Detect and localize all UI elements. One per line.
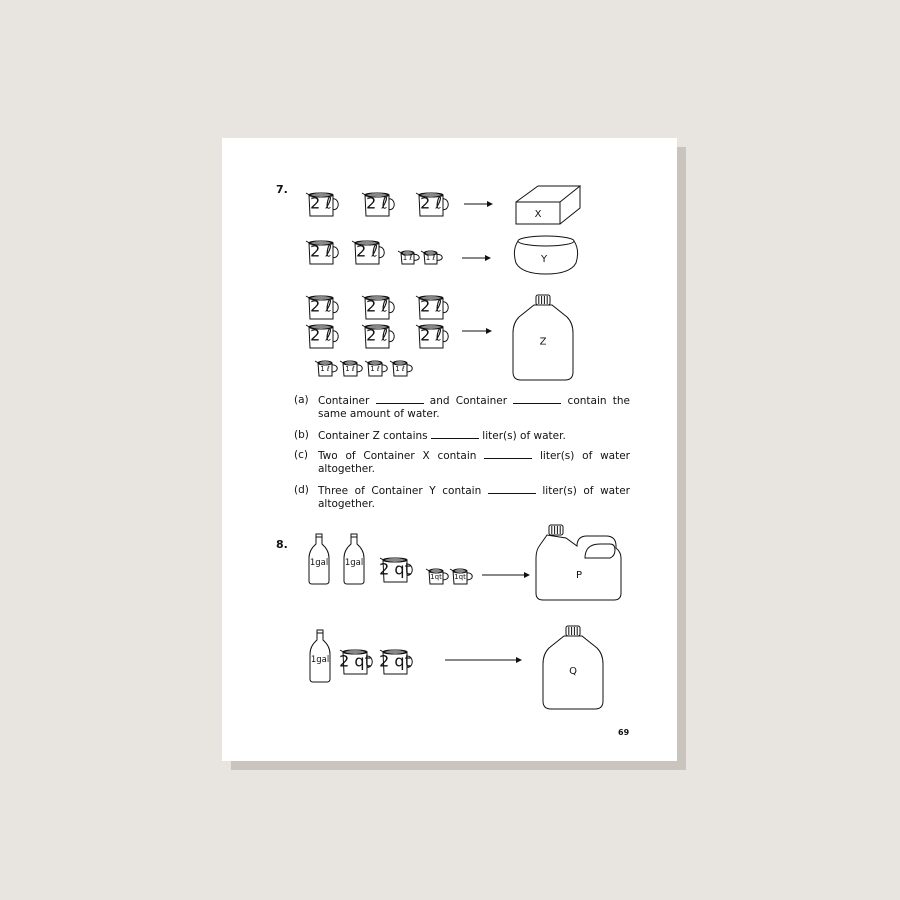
answer-blank[interactable] <box>431 429 479 439</box>
jug-2l <box>306 193 338 216</box>
jug-label: 2 ℓ <box>310 325 332 345</box>
q7-part-a-label: (a) <box>294 394 309 406</box>
jug-label: 2 qt <box>379 651 411 671</box>
container-label: P <box>575 570 583 581</box>
jug-2l <box>362 296 394 319</box>
container-x-box <box>516 186 580 224</box>
jug-1l <box>365 361 387 376</box>
answer-blank[interactable] <box>376 394 424 404</box>
jug-label: 2 ℓ <box>310 193 332 213</box>
container-label: Y <box>540 254 548 265</box>
jug-2qt <box>339 650 372 674</box>
jug-label: 2 ℓ <box>420 193 442 213</box>
q7-part-d <box>294 484 630 511</box>
jug-2l <box>306 241 338 264</box>
jug-2l <box>362 325 394 348</box>
answer-blank[interactable] <box>484 449 532 459</box>
jug-2l <box>416 193 448 216</box>
q7-part-c-label: (c) <box>294 449 308 461</box>
q7-part-b <box>294 429 630 443</box>
worksheet-page <box>222 138 677 761</box>
q7-part-c-text: Two of Container X contain liter(s) of water altogether. <box>318 450 630 475</box>
bottle-label: 1gal <box>310 655 330 666</box>
jug-label: 2 ℓ <box>310 241 332 261</box>
jug-1l <box>340 361 362 376</box>
jug-label: 2 qt <box>379 559 411 579</box>
jug-1qt <box>450 569 472 584</box>
jug-label: 1 ℓ <box>320 365 330 374</box>
jug-label: 2 qt <box>339 651 371 671</box>
container-p-jug <box>536 525 621 600</box>
jug-label: 2 ℓ <box>366 193 388 213</box>
q7-part-d-text: Three of Container Y contain liter(s) of water altogether. <box>318 485 630 510</box>
container-z-jug <box>513 295 573 380</box>
container-label: Z <box>539 336 547 348</box>
q7-part-b-text: Container Z contains liter(s) of water. <box>318 430 566 442</box>
jug-1l <box>315 361 337 376</box>
bottle-1gal <box>309 534 329 584</box>
q7-part-d-label: (d) <box>294 484 309 496</box>
q7-part-c <box>294 449 630 476</box>
q7-part-a-text: Container and Container contain the same amount of water. <box>318 395 630 420</box>
q7-part-a <box>294 394 630 421</box>
jug-1l <box>398 251 419 264</box>
jug-2qt <box>379 650 412 674</box>
jug-2qt <box>379 558 412 582</box>
container-q-jug <box>543 626 603 709</box>
answer-blank[interactable] <box>513 394 561 404</box>
container-y-bowl <box>514 236 577 274</box>
jug-2l <box>416 325 448 348</box>
jug-2l <box>352 241 384 264</box>
bottle-label: 1gal <box>344 558 364 568</box>
jug-label: 1 ℓ <box>425 253 436 262</box>
jug-label: 2 ℓ <box>366 325 388 345</box>
question-7-number: 7. <box>276 183 288 196</box>
jug-1qt <box>426 569 448 584</box>
question-8-number: 8. <box>276 538 288 551</box>
jug-2l <box>306 296 338 319</box>
q7-part-b-label: (b) <box>294 429 309 441</box>
jug-label: 1qt <box>430 573 442 582</box>
jug-label: 2 ℓ <box>420 296 442 316</box>
jug-1l <box>421 251 442 264</box>
jug-2l <box>416 296 448 319</box>
jug-label: 1 ℓ <box>395 365 405 374</box>
jug-2l <box>362 193 394 216</box>
jug-label: 1 ℓ <box>370 365 380 374</box>
jug-label: 2 ℓ <box>356 241 378 261</box>
jug-label: 1qt <box>454 573 466 582</box>
jug-label: 1 ℓ <box>402 253 413 262</box>
jug-1l <box>390 361 412 376</box>
bottle-1gal <box>310 630 330 682</box>
container-label: X <box>534 209 542 220</box>
page-number: 69 <box>618 728 630 737</box>
bottle-1gal <box>344 534 364 584</box>
jug-2l <box>306 325 338 348</box>
bottle-label: 1gal <box>309 558 329 568</box>
container-label: Q <box>569 666 577 678</box>
jug-label: 2 ℓ <box>366 296 388 316</box>
jug-label: 1 ℓ <box>345 365 355 374</box>
jug-label: 2 ℓ <box>420 325 442 345</box>
jug-label: 2 ℓ <box>310 296 332 316</box>
answer-blank[interactable] <box>488 484 536 494</box>
